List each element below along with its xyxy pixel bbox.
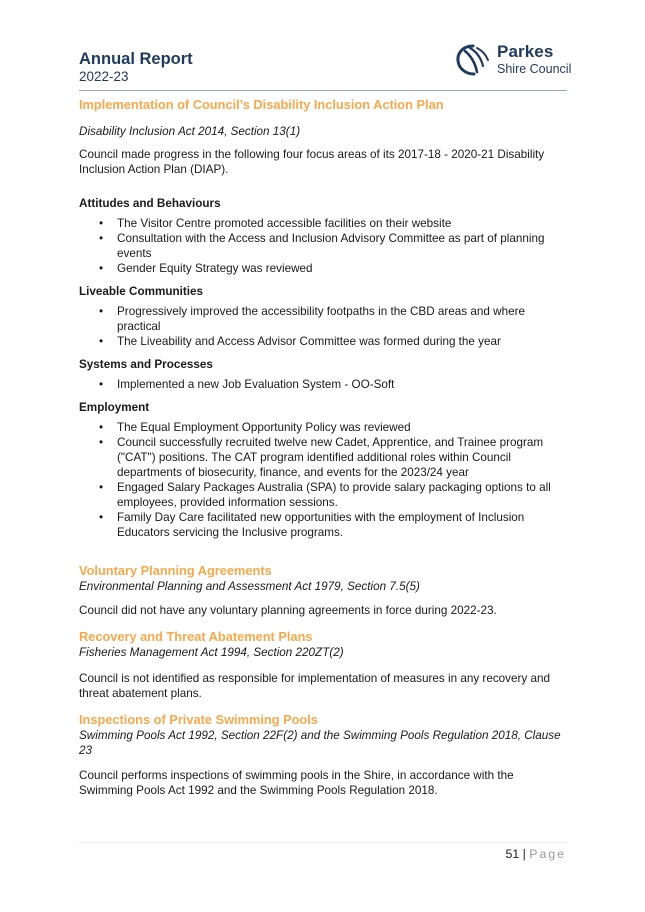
diap-act-reference: Disability Inclusion Act 2014, Section 13(1) [79,125,301,138]
area-list-employment [79,420,569,540]
list-item: • Progressively improved the accessibility footpaths in the CBD areas and where practical [79,304,569,334]
area-title-employment: Employment [79,401,150,414]
footer-divider [79,842,567,843]
area-title-liveable: Liveable Communities [79,285,204,298]
vpa-body: Council did not have any voluntary planning agreements in force during 2022-23. [79,604,497,617]
page-footer [506,847,566,861]
page-number: 51 [505,847,520,861]
pools-act-reference: Swimming Pools Act 1992, Section 22F(2) and the Swimming Pools Regulation 2018, Clause 23 [79,729,561,757]
recovery-heading: Recovery and Threat Abatement Plans [79,629,313,644]
area-list-systems [79,377,569,392]
page-content [79,97,569,798]
recovery-act-reference: Fisheries Management Act 1994, Section 220ZT(2) [79,646,344,659]
page-word: Page [529,847,566,861]
logo-text-parkes: Parkes [497,42,554,61]
recovery-body: Council is not identified as responsible for implementation of measures in any recovery and threat abatement plans. [79,672,550,700]
vpa-heading: Voluntary Planning Agreements [79,563,272,578]
area-list-attitudes [79,216,569,276]
header-divider [79,90,567,91]
logo-text-shire-council: Shire Council [497,62,572,76]
list-item: • Implemented a new Job Evaluation System - OO-Soft [79,377,569,392]
area-title-systems: Systems and Processes [79,358,213,371]
report-year: 2022-23 [79,69,129,84]
list-item: • Consultation with the Access and Inclusion Advisory Committee as part of planning events [79,231,569,261]
pools-heading: Inspections of Private Swimming Pools [79,712,318,727]
list-item: • The Visitor Centre promoted accessible facilities on their website [79,216,569,231]
area-title-attitudes: Attitudes and Behaviours [79,197,221,210]
area-list-liveable [79,304,569,349]
council-logo [453,42,571,78]
pools-body: Council performs inspections of swimming pools in the Shire, in accordance with the Swimming Pools Act 1992 and the Swimming Pools Regulation 2018. [79,769,514,797]
list-item: • Family Day Care facilitated new opportunities with the employment of Inclusion Educators servicing the Inclusive programs. [79,510,569,540]
list-item: • Council successfully recruited twelve new Cadet, Apprentice, and Trainee program ("CAT") positions. The CAT program identified additional roles within Council departments of biosecurity, finance, and events for the 2023/24 year [79,435,569,480]
list-item: • Gender Equity Strategy was reviewed [79,261,569,276]
list-item: • Engaged Salary Packages Australia (SPA) to provide salary packaging options to all employees, provided information sessions. [79,480,569,510]
list-item: • The Equal Employment Opportunity Policy was reviewed [79,420,569,435]
footer-separator: | [522,847,526,861]
list-item: • The Liveability and Access Advisor Committee was formed during the year [79,334,569,349]
report-title: Annual Report [79,50,193,68]
parkes-swirl-icon [453,42,493,78]
diap-intro: Council made progress in the following four focus areas of its 2017-18 - 2020-21 Disability Inclusion Action Plan (DIAP). [79,148,545,176]
diap-heading: Implementation of Council’s Disability Inclusion Action Plan [79,97,444,112]
vpa-act-reference: Environmental Planning and Assessment Act 1979, Section 7.5(5) [79,580,420,593]
